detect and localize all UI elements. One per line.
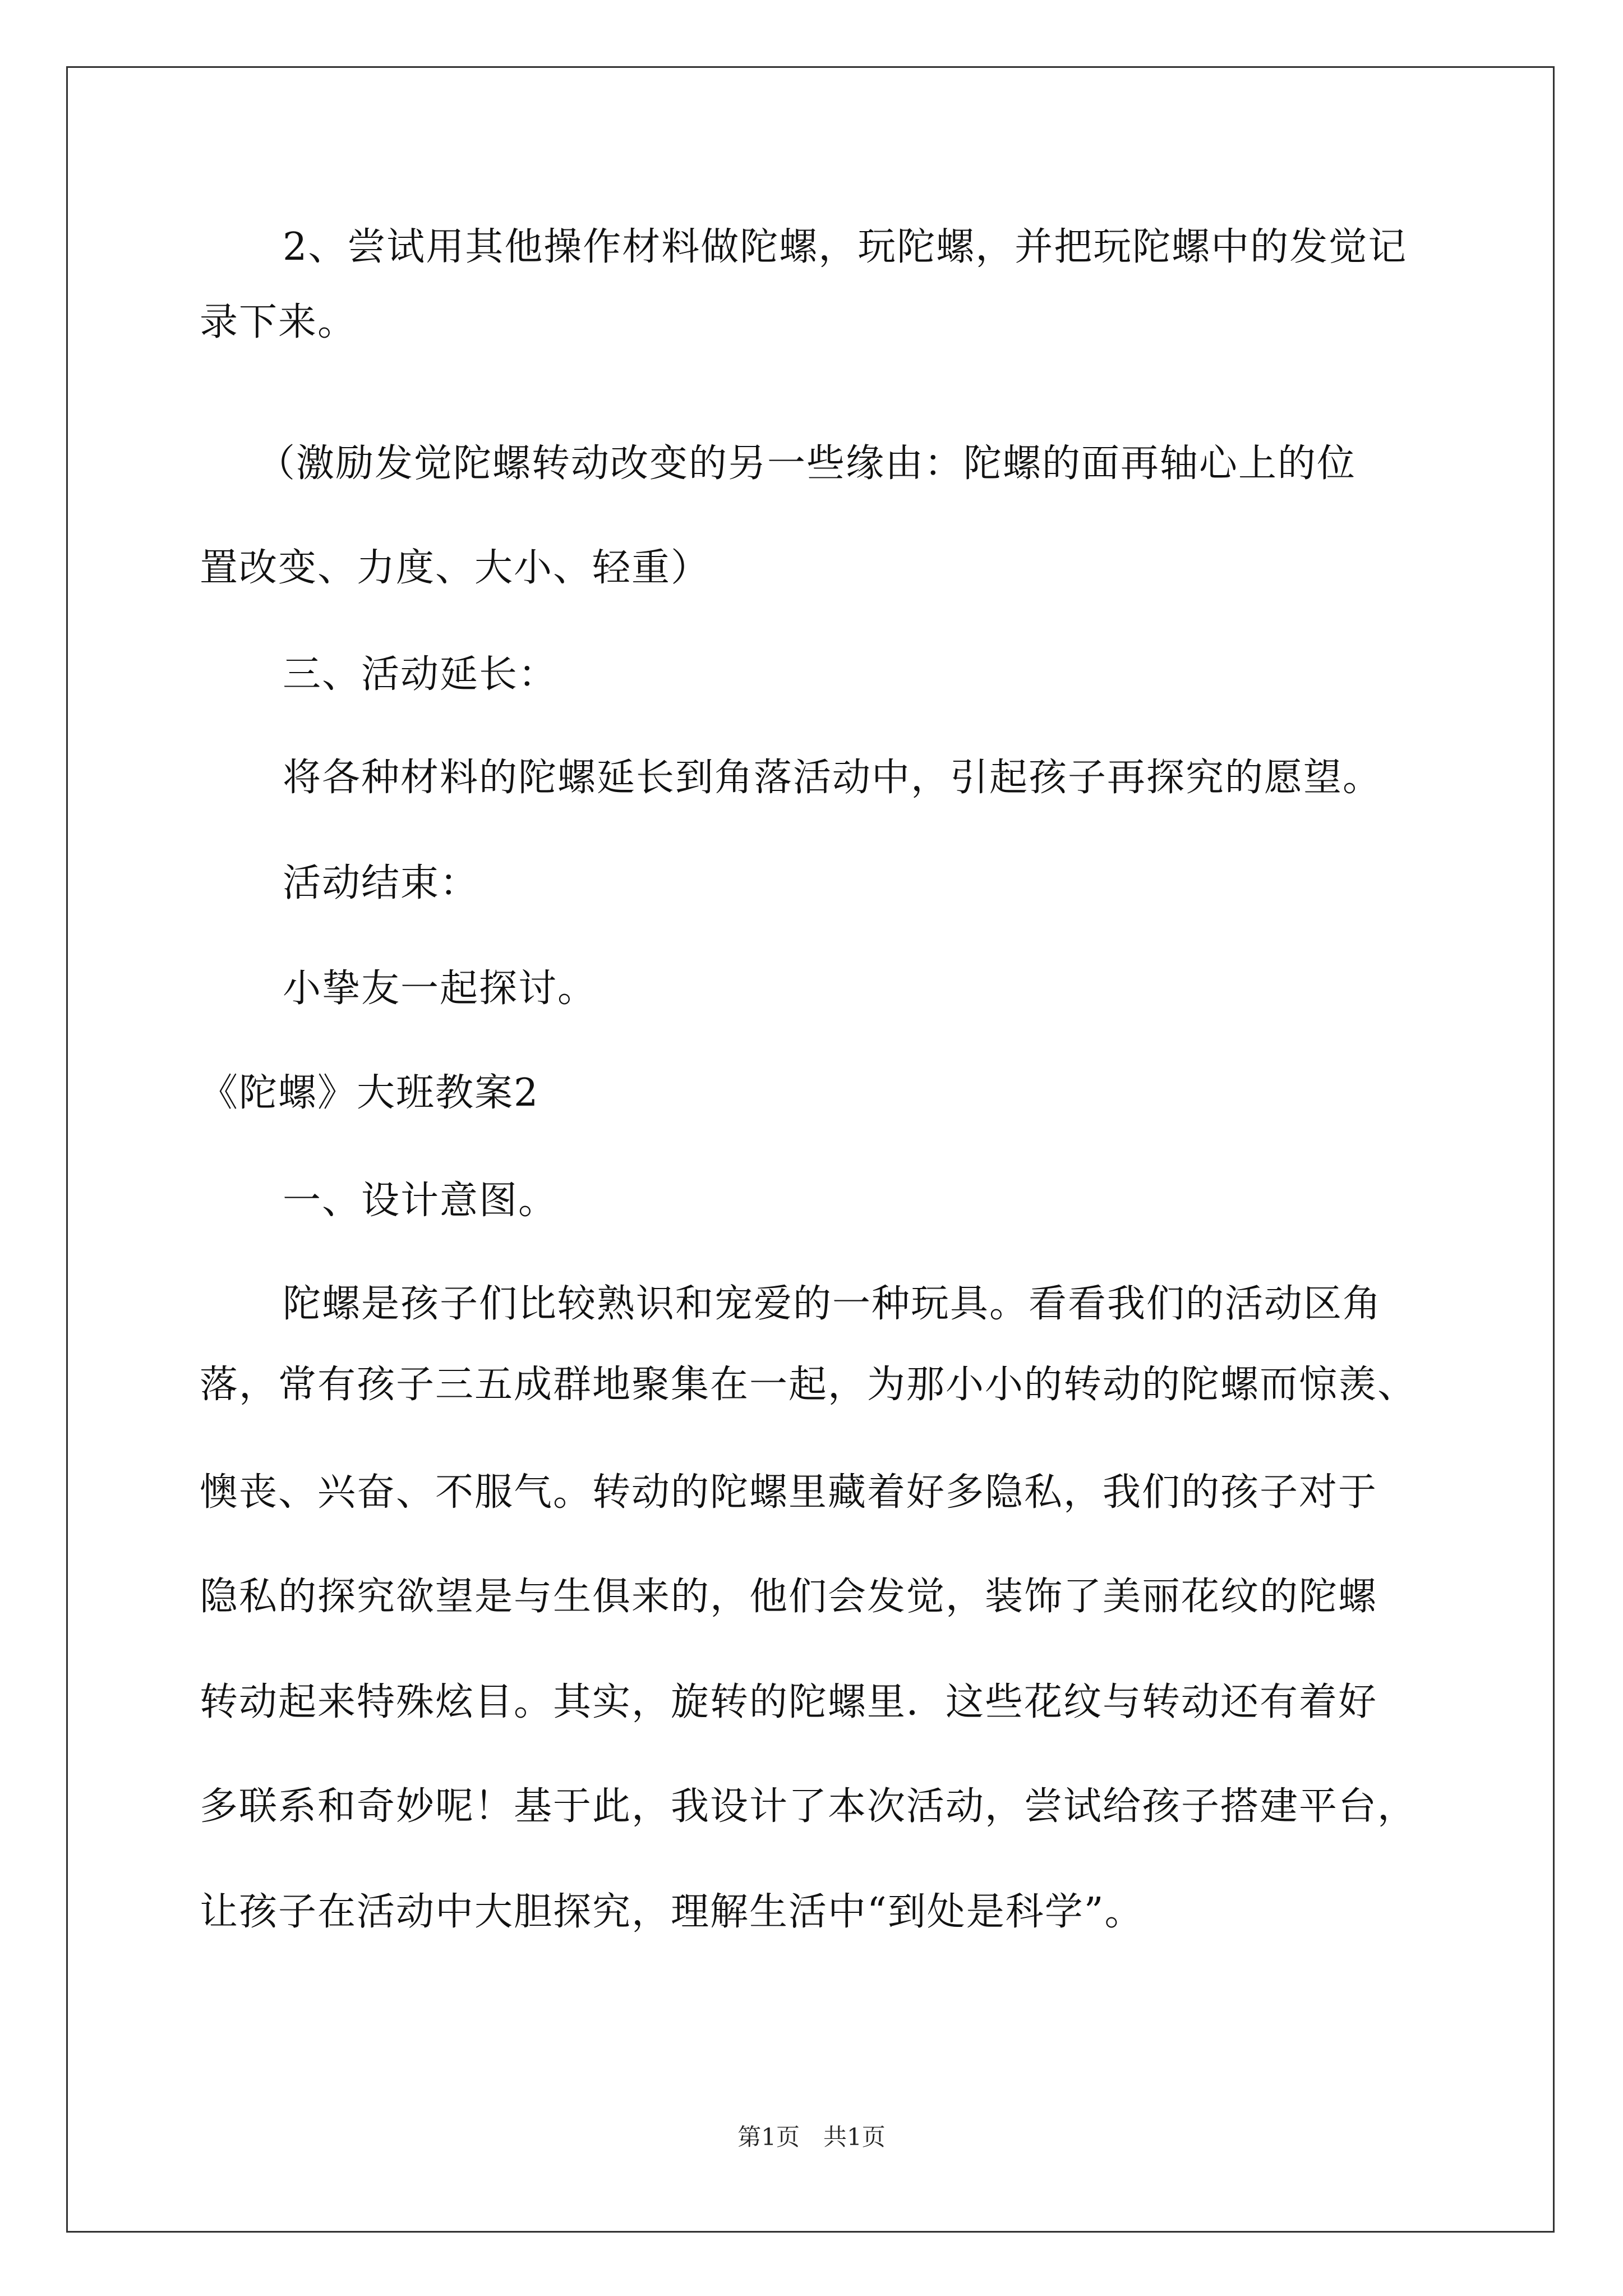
section-heading: 活动结束： <box>283 861 479 905</box>
section-heading: 一、设计意图。 <box>283 1179 558 1223</box>
paragraph-line: 将各种材料的陀螺延长到角落活动中，引起孩子再探究的愿望。 <box>283 756 1382 800</box>
section-heading: 三、活动延长： <box>283 652 558 697</box>
page-footer: 第1页 共1页 <box>737 2123 886 2151</box>
paragraph-line: 2、尝试用其他操作材料做陀螺，玩陀螺，并把玩陀螺中的发觉记 <box>283 225 1408 269</box>
document-title: 《陀螺》大班教案2 <box>200 1071 540 1115</box>
paragraph-line: 小挚友一起探讨。 <box>283 967 597 1011</box>
paragraph-line: 陀螺是孩子们比较熟识和宠爱的一种玩具。看看我们的活动区角 <box>283 1282 1382 1326</box>
paragraph-line: 隐私的探究欲望是与生俱来的，他们会发觉，装饰了美丽花纹的陀螺 <box>200 1575 1378 1619</box>
paragraph-line: 让孩子在活动中大胆探究，理解生活中“到处是科学”。 <box>200 1890 1144 1934</box>
paragraph-line: 多联系和奇妙呢！基于此，我设计了本次活动，尝试给孩子搭建平台， <box>200 1784 1417 1829</box>
paragraph-line: 转动起来特殊炫目。其实，旋转的陀螺里．这些花纹与转动还有着好 <box>200 1680 1378 1724</box>
paragraph-line: 落，常有孩子三五成群地聚集在一起，为那小小的转动的陀螺而惊羡、 <box>200 1363 1417 1407</box>
paragraph-line: 录下来。 <box>200 300 357 344</box>
paragraph-line: 懊丧、兴奋、不服气。转动的陀螺里藏着好多隐私，我们的孩子对于 <box>200 1470 1378 1515</box>
paragraph-line: （激励发觉陀螺转动改变的另一些缘由：陀螺的面再轴心上的位 <box>257 441 1357 486</box>
paragraph-line: 置改变、力度、大小、轻重） <box>200 546 711 590</box>
